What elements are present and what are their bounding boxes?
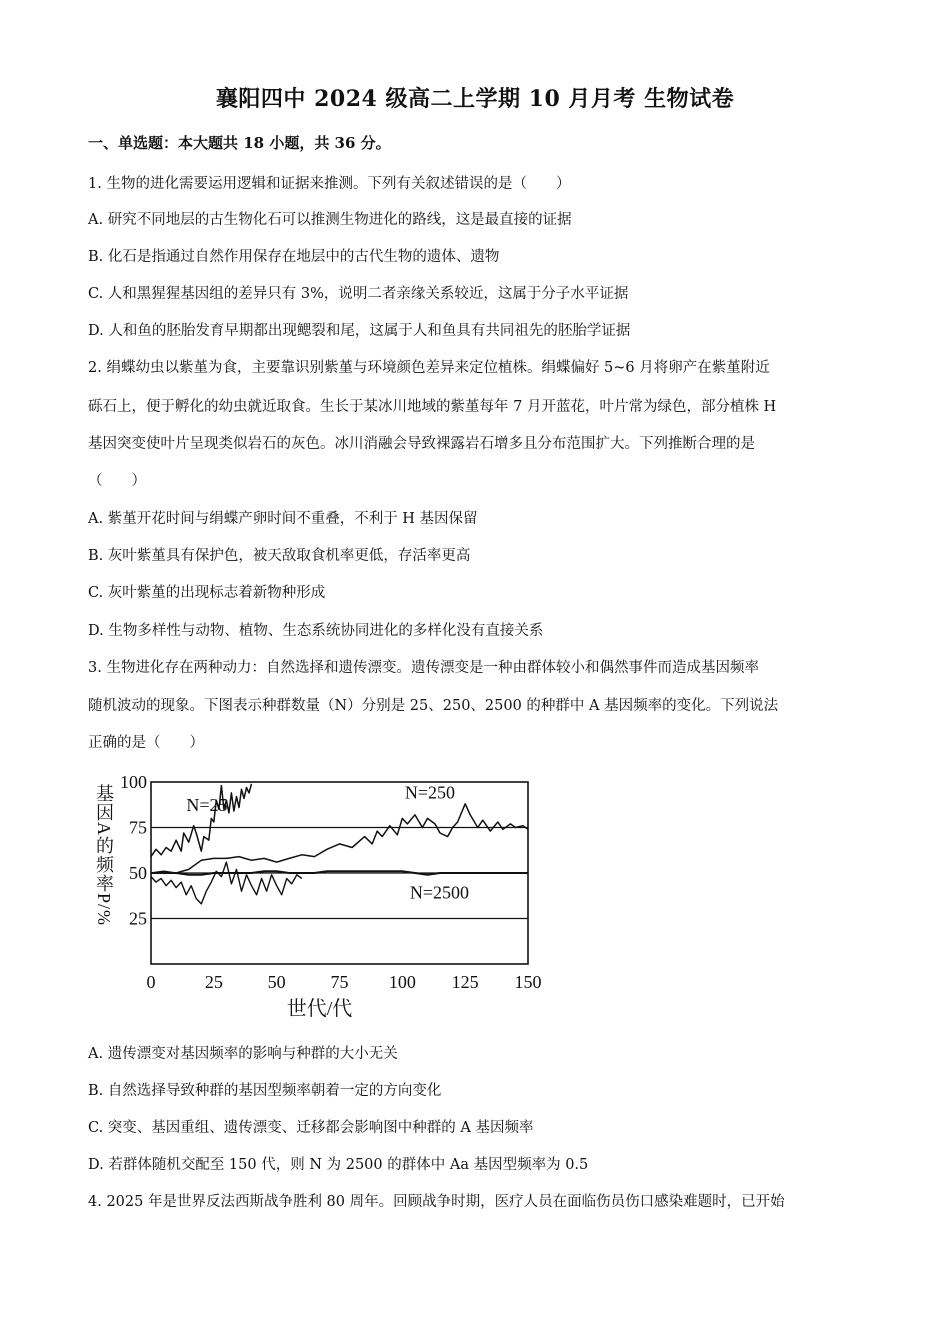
annotation-n-250: N=250 <box>404 782 456 803</box>
annotation-n-2500: N=2500 <box>409 882 470 903</box>
question-2-option-c: C. 灰叶紫堇的出现标志着新物种形成 <box>88 585 326 601</box>
question-4-stem-line-1: 4. 2025 年是世界反法西斯战争胜利 80 周年。回顾战争时期，医疗人员在面临伤员伤口感染难题时，已开始 <box>88 1194 785 1210</box>
question-1-option-d: D. 人和鱼的胚胎发育早期都出现鳃裂和尾，这属于人和鱼具有共同祖先的胚胎学证据 <box>88 323 631 339</box>
question-3-option-b: B. 自然选择导致种群的基因型频率朝着一定的方向变化 <box>88 1083 442 1099</box>
section-heading: 一、单选题：本大题共 18 小题，共 36 分。 <box>88 134 391 152</box>
question-2-option-a: A. 紫堇开花时间与绢蝶产卵时间不重叠，不利于 H 基因保留 <box>88 511 478 527</box>
x-tick-label-100: 100 <box>388 972 416 992</box>
annotation-n-25: N=25 <box>186 795 228 816</box>
y-tick-label-50: 50 <box>129 863 147 883</box>
question-3-option-c: C. 突变、基因重组、遗传漂变、迁移都会影响图中种群的 A 基因频率 <box>88 1120 534 1136</box>
question-2-option-b: B. 灰叶紫堇具有保护色，被天敌取食机率更低，存活率更高 <box>88 548 471 564</box>
question-3-stem-line-2: 随机波动的现象。下图表示种群数量（N）分别是 25、250、2500 的种群中 A 基因频率的变化。下列说法 <box>88 698 779 714</box>
question-1-stem: 1. 生物的进化需要运用逻辑和证据来推测。下列有关叙述错误的是（ ） <box>88 176 571 192</box>
question-1-option-a: A. 研究不同地层的古生物化石可以推测生物进化的路线，这是最直接的证据 <box>88 212 572 228</box>
question-1-option-b: B. 化石是指通过自然作用保存在地层中的古代生物的遗体、遗物 <box>88 249 500 265</box>
y-tick-label-25: 25 <box>129 908 147 929</box>
x-tick-label-25: 25 <box>204 972 223 992</box>
question-2-stem-line-2: 砾石上，便于孵化的幼虫就近取食。生长于某冰川地域的紫堇每年 7 月开蓝花，叶片常为绿色，部分植株 H <box>88 399 777 415</box>
gene-frequency-chart <box>88 770 558 1022</box>
question-3-stem-line-1: 3. 生物进化存在两种动力：自然选择和遗传漂变。遗传漂变是一种由群体较小和偶然事件而造成基因频率 <box>88 660 759 676</box>
y-tick-label-100: 100 <box>120 772 147 792</box>
y-axis-label: 基因A的频率P/% <box>94 784 114 927</box>
question-2-option-d: D. 生物多样性与动物、植物、生态系统协同进化的多样化没有直接关系 <box>88 623 544 639</box>
question-3-option-a: A. 遗传漂变对基因频率的影响与种群的大小无关 <box>88 1046 398 1062</box>
series-line-unlabeled <box>151 862 302 904</box>
x-tick-label-0: 0 <box>146 972 156 992</box>
x-tick-label-75: 75 <box>330 972 349 992</box>
page-title: 襄阳四中 2024 级高二上学期 10 月月考 生物试卷 <box>215 86 735 112</box>
question-2-stem-line-1: 2. 绢蝶幼虫以紫堇为食，主要靠识别紫堇与环境颜色差异来定位植株。绢蝶偏好 5~6 月将卵产在紫堇附近 <box>88 360 770 376</box>
question-2-stem-line-3: 基因突变使叶片呈现类似岩石的灰色。冰川消融会导致裸露岩石增多且分布范围扩大。下列推断合理的是 <box>88 436 755 452</box>
question-3-stem-line-3: 正确的是（ ） <box>88 735 204 751</box>
question-2-stem-line-4: （ ） <box>88 473 146 489</box>
y-tick-label-75: 75 <box>129 817 147 838</box>
question-1-option-c: C. 人和黑猩猩基因组的差异只有 3%，说明二者亲缘关系较近，这属于分子水平证据 <box>88 286 629 302</box>
x-tick-label-125: 125 <box>451 972 479 992</box>
x-tick-label-50: 50 <box>267 972 286 992</box>
x-axis-label: 世代/代 <box>286 998 353 1020</box>
x-tick-label-150: 150 <box>514 972 542 992</box>
question-3-option-d: D. 若群体随机交配至 150 代，则 N 为 2500 的群体中 Aa 基因型频率为 0.5 <box>88 1157 589 1173</box>
